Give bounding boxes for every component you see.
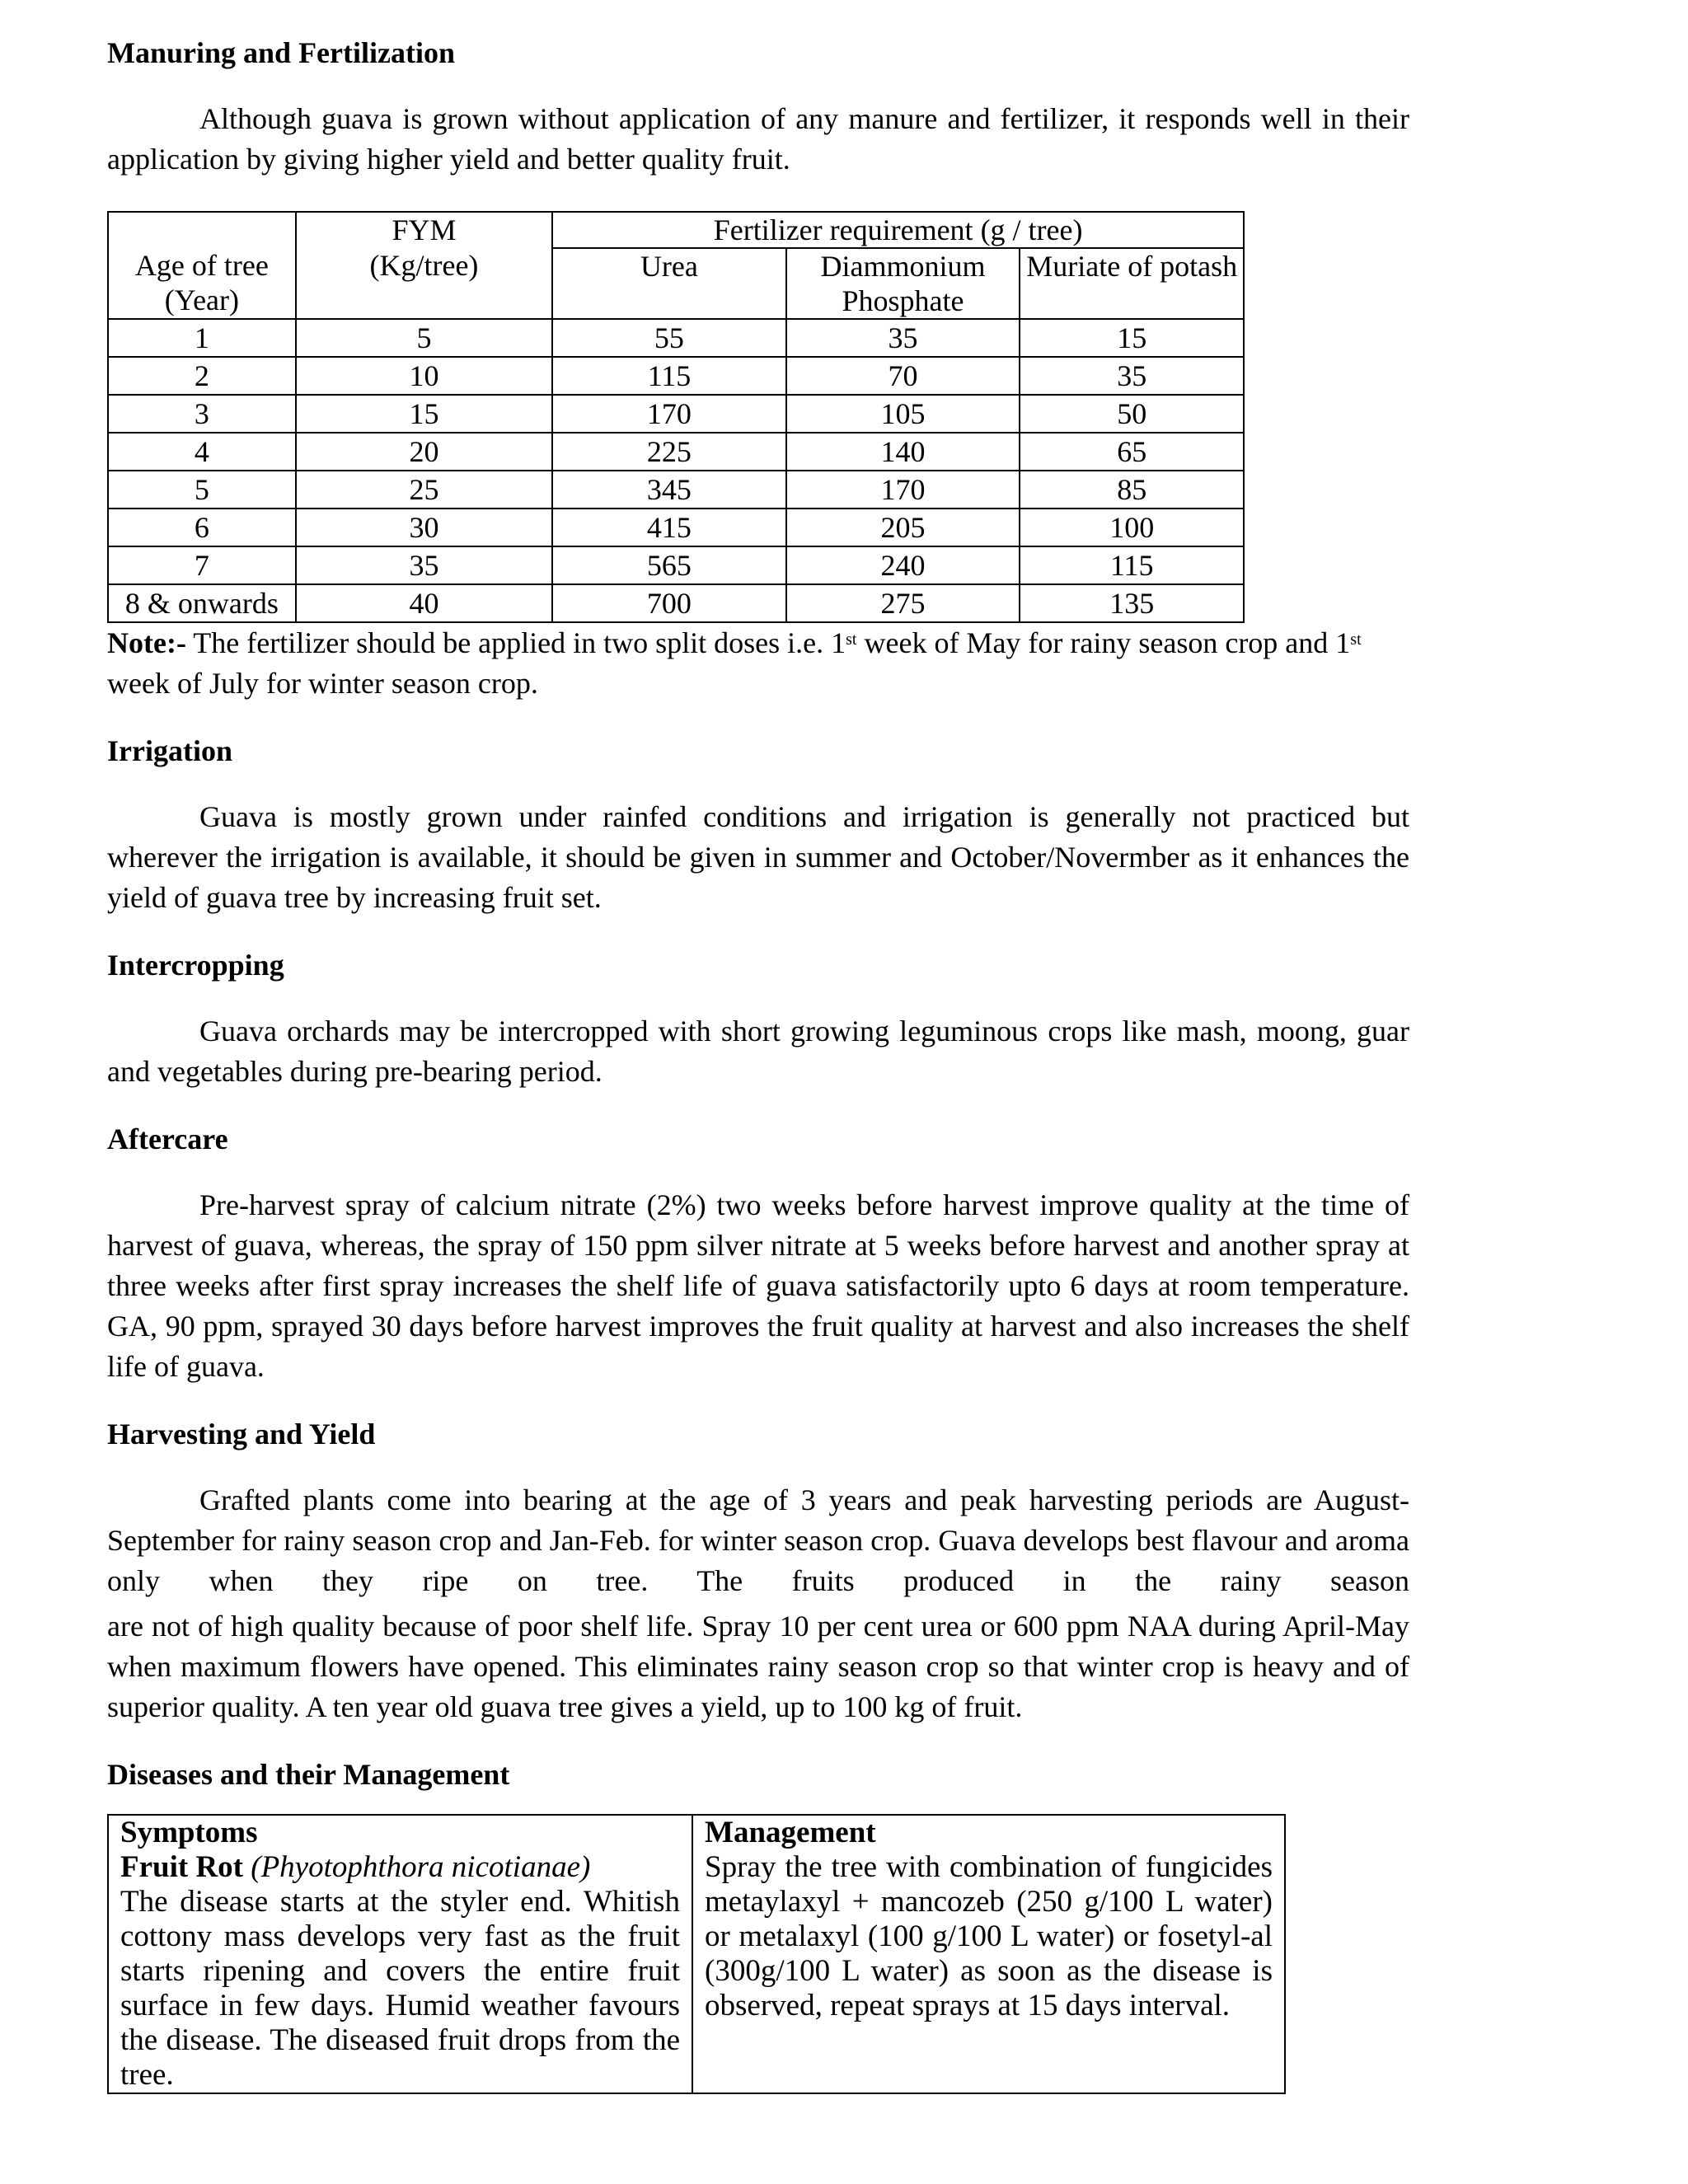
para-manuring: Although guava is grown without application of any manure and fertilizer, it responds well in their application by giving higher yield and better quality fruit. [107,102,1409,176]
cell-dap: 275 [786,584,1020,622]
heading-aftercare: Aftercare [107,1122,228,1155]
cell-dap: 240 [786,546,1020,584]
fertilizer-table-row [108,471,1244,509]
header-urea: Urea [552,248,785,319]
cell-mop: 50 [1020,395,1244,433]
fruit-rot-management: Spray the tree with combination of fungicides metaylaxyl + mancozeb (250 g/100 L water) or metalaxyl (100 g/100 L water) or fosetyl-al (300g/100 L water) as soon as the disease is observed, repeat sprays at 15 days interval. [705,1850,1273,2022]
cell-urea: 415 [552,509,785,546]
header-age-blank [108,212,296,248]
fertilizer-table-row [108,509,1244,546]
cell-mop: 85 [1020,471,1244,509]
heading-irrigation: Irrigation [107,734,232,767]
para-intercropping: Guava orchards may be intercropped with short growing leguminous crops like mash, moong, guar and vegetables during pre-bearing period. [107,1015,1409,1088]
cell-fym: 40 [296,584,553,622]
fertilizer-note [107,623,1409,704]
header-fertilizer: Fertilizer requirement (g / tree) [552,212,1244,248]
fertilizer-table [107,211,1245,623]
fruit-rot-pathogen: (Phyotophthora nicotianae) [251,1850,591,1884]
cell-dap: 105 [786,395,1020,433]
cell-fym: 5 [296,319,553,357]
management-header: Management [705,1816,876,1849]
cell-age: 7 [108,546,296,584]
cell-dap: 140 [786,433,1020,471]
fertilizer-table-row [108,433,1244,471]
cell-dap: 205 [786,509,1020,546]
cell-age: 5 [108,471,296,509]
fertilizer-table-row [108,546,1244,584]
cell-age: 3 [108,395,296,433]
cell-urea: 345 [552,471,785,509]
cell-mop: 35 [1020,357,1244,395]
para-irrigation: Guava is mostly grown under rainfed conditions and irrigation is generally not practiced but wherever the irrigation is available, it should be given in summer and October/Novermber as it enhances the yield of guava tree by increasing fruit set. [107,800,1409,914]
fruit-rot-symptoms: The disease starts at the styler end. Whitish cottony mass develops very fast as the fruit starts ripening and covers the entire fruit surface in few days. Humid weather favours the disease. The diseased fruit drops from the tree. [120,1885,681,2092]
cell-fym: 10 [296,357,553,395]
fertilizer-table-row [108,357,1244,395]
heading-manuring: Manuring and Fertilization [107,36,455,69]
cell-mop: 100 [1020,509,1244,546]
symptoms-cell [108,1815,692,2093]
cell-dap: 70 [786,357,1020,395]
header-dap: Diammonium Phosphate [786,248,1020,319]
cell-urea: 55 [552,319,785,357]
note-text-1: The fertilizer should be applied in two split doses i.e. 1 [185,626,846,659]
cell-urea: 700 [552,584,785,622]
fruit-rot-title: Fruit Rot [120,1850,243,1884]
cell-urea: 225 [552,433,785,471]
document-page [107,33,1409,2094]
cell-age: 6 [108,509,296,546]
cell-age: 2 [108,357,296,395]
fertilizer-table-row [108,584,1244,622]
cell-mop: 135 [1020,584,1244,622]
heading-harvesting: Harvesting and Yield [107,1418,376,1451]
cell-age: 8 & onwards [108,584,296,622]
note-text-3: week of July for winter season crop. [107,667,538,700]
cell-age: 4 [108,433,296,471]
cell-dap: 170 [786,471,1020,509]
cell-mop: 15 [1020,319,1244,357]
cell-fym: 30 [296,509,553,546]
header-mop: Muriate of potash [1020,248,1244,319]
cell-mop: 65 [1020,433,1244,471]
note-text-2: week of May for rainy season crop and 1 [856,626,1351,659]
note-sup-1: st [846,630,857,649]
para-harvesting-1: Grafted plants come into bearing at the age of 3 years and peak harvesting periods are August-September for rainy season crop and Jan-Feb. for winter season crop. Guava develops best flavour and aroma only when they ripe on tree. The fruits produced in the rainy season [107,1483,1409,1597]
cell-fym: 20 [296,433,553,471]
cell-mop: 115 [1020,546,1244,584]
note-sup-2: st [1350,630,1362,649]
header-fym-2: (Kg/tree) [296,248,553,319]
note-label: Note:- [107,626,186,659]
cell-dap: 35 [786,319,1020,357]
diseases-table [107,1814,1286,2094]
cell-urea: 170 [552,395,785,433]
fertilizer-table-row [108,319,1244,357]
header-age: Age of tree (Year) [108,248,296,319]
fertilizer-table-row [108,395,1244,433]
cell-fym: 25 [296,471,553,509]
cell-fym: 35 [296,546,553,584]
cell-urea: 115 [552,357,785,395]
para-harvesting-2: are not of high quality because of poor shelf life. Spray 10 per cent urea or 600 ppm NAA during April-May when maximum flowers have opened. This eliminates rainy season crop so that winter crop is heavy and of superior quality. A ten year old guava tree gives a yield, up to 100 kg of fruit. [107,1610,1409,1723]
cell-urea: 565 [552,546,785,584]
header-fym-1: FYM [296,212,553,248]
management-cell [692,1815,1285,2093]
cell-age: 1 [108,319,296,357]
symptoms-header: Symptoms [120,1816,258,1849]
cell-fym: 15 [296,395,553,433]
heading-diseases: Diseases and their Management [107,1758,510,1791]
heading-intercropping: Intercropping [107,949,284,982]
fertilizer-table-body [108,319,1244,622]
para-aftercare: Pre-harvest spray of calcium nitrate (2%) two weeks before harvest improve quality at the time of harvest of guava, whereas, the spray of 150 ppm silver nitrate at 5 weeks before harvest and another spray at three weeks after first spray increases the shelf life of guava satisfactorily upto 6 days at room temperature. GA, 90 ppm, sprayed 30 days before harvest improves the fruit quality at harvest and also increases the shelf life of guava. [107,1188,1409,1383]
